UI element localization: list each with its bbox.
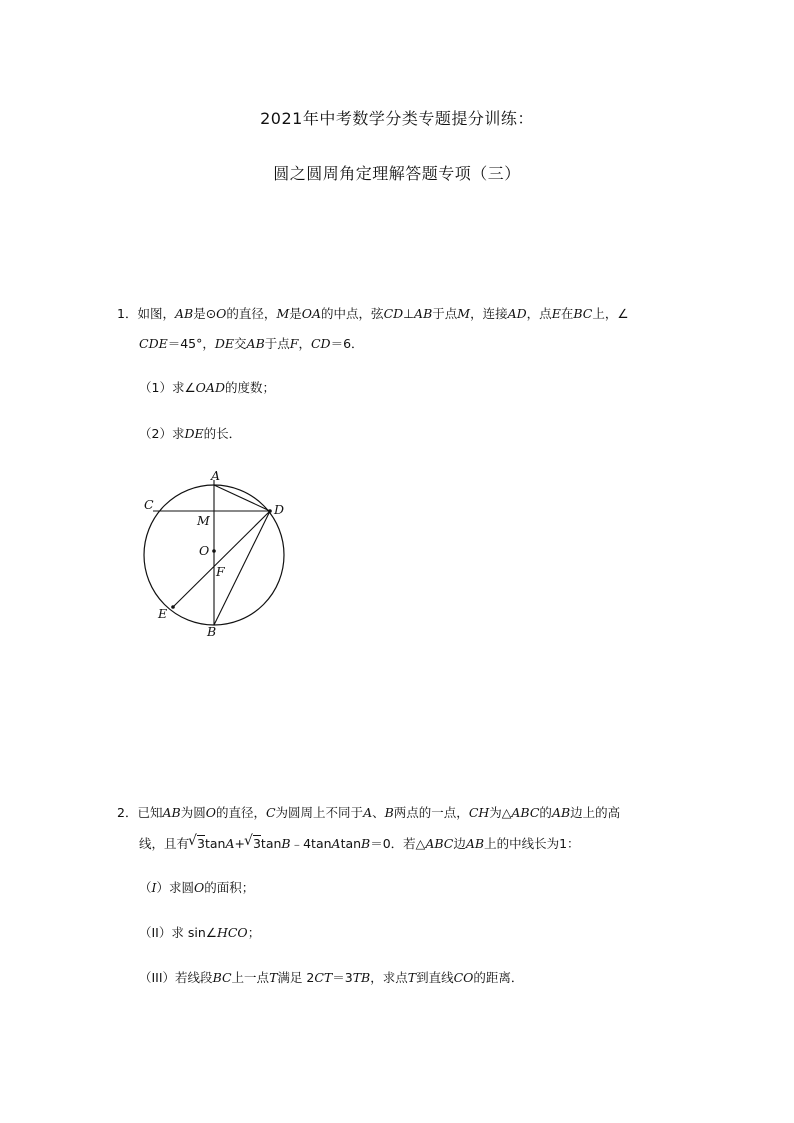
q1-subquestion-1: （1）求∠OAD的度数；	[139, 380, 275, 395]
point-d	[268, 509, 272, 513]
label-m: M	[197, 513, 210, 528]
q1-subquestion-2: （2）求DE的长．	[139, 426, 242, 441]
q2-line-1: 2．已知AB为圆O的直径，C为圆周上不同于A、B两点的一点，CH为△ABC的AB边上的高	[117, 805, 621, 820]
label-b: B	[207, 624, 217, 639]
q2-subquestion-3: （III）若线段BC上一点T满足 2CT＝3TB，求点T到直线CO的距离．	[139, 970, 524, 985]
label-d: D	[274, 502, 285, 517]
label-o: O	[199, 543, 210, 558]
sqrt-sign: √ 3	[189, 836, 205, 851]
label-e: E	[158, 606, 168, 621]
label-a: A	[211, 468, 221, 483]
q2-line-2: 线，且有√ 3tanA+√ 3tanB﹣4tanAtanB＝0．若△ABC边AB上的中线长为1：	[139, 834, 580, 852]
title-line-1: 2021年中考数学分类专题提分训练：	[260, 109, 534, 128]
q1-line-2: CDE＝45°，DE交AB于点F，CD＝6．	[139, 336, 364, 351]
point-o	[212, 549, 216, 553]
q1-line-1: 1．如图，AB是⊙O的直径，M是OA的中点，弦CD⊥AB于点M，连接AD，点E在BC上，∠	[117, 306, 629, 321]
point-e	[171, 605, 175, 609]
circle-geometry-figure	[135, 466, 295, 646]
label-f: F	[216, 564, 225, 579]
label-c: C	[144, 497, 154, 512]
segment-de	[173, 511, 270, 607]
q2-subquestion-2: （II）求 sin∠HCO；	[139, 925, 261, 940]
sqrt-sign: √ 3	[245, 836, 261, 851]
segment-ad	[214, 485, 270, 511]
q2-subquestion-1: （I）求圆O的面积；	[139, 880, 255, 895]
title-line-2: 圆之圆周角定理解答题专项（三）	[273, 164, 521, 183]
